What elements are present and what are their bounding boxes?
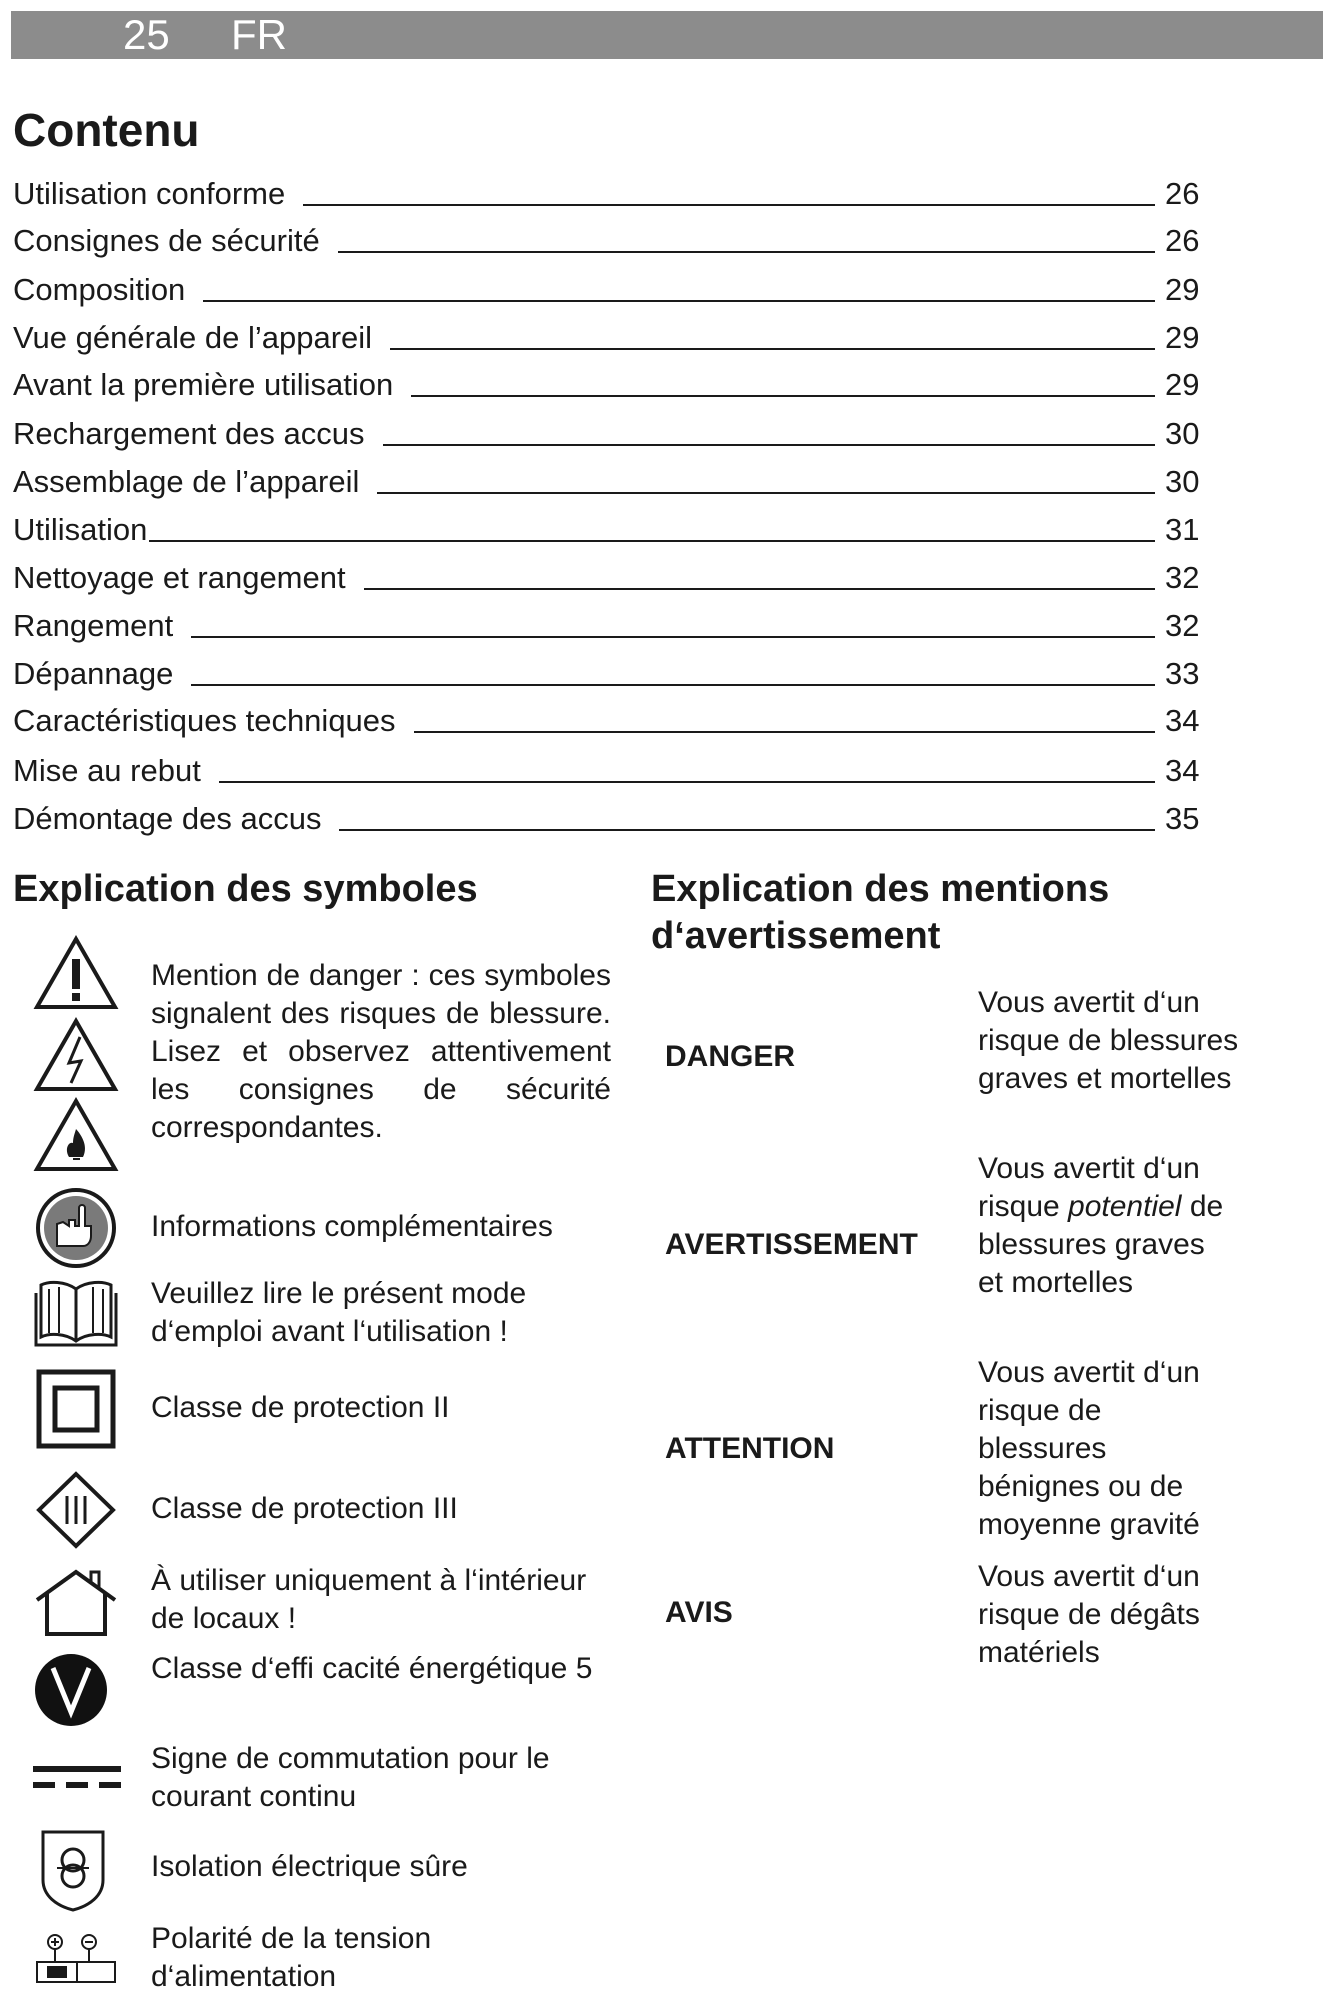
toc-leader-line <box>411 394 1155 397</box>
toc-entry <box>13 793 1213 837</box>
warning-term-avis: AVIS <box>665 1596 733 1629</box>
toc-page: 29 <box>1165 367 1200 402</box>
warning-description: Vous avertit d‘un risque de dégâts matériels <box>978 1560 1200 1669</box>
warning-term-danger: DANGER <box>665 1040 796 1073</box>
toc-leader-line <box>364 587 1155 590</box>
toc-entry <box>13 648 1213 692</box>
toc-label: Nettoyage et rangement <box>13 560 346 595</box>
toc-entry <box>13 215 1213 259</box>
toc-leader-line <box>303 203 1155 206</box>
symbol-description: Polarité de la tension d‘alimentation <box>151 1922 432 1993</box>
toc-leader-line <box>338 250 1155 253</box>
toc-leader-line <box>191 635 1155 638</box>
toc-leader-line <box>191 683 1155 686</box>
warning-description: Vous avertit d‘un risque potentiel de blessures graves et mortelles <box>978 1152 1224 1299</box>
toc-page: 31 <box>1165 512 1200 547</box>
toc-leader-line <box>339 828 1155 831</box>
toc-leader-line <box>383 443 1155 446</box>
toc-label: Composition <box>13 272 186 307</box>
symbol-description: Classe d‘effi cacité énergétique 5 <box>151 1652 593 1685</box>
toc-leader-line <box>390 347 1155 350</box>
toc-leader-line <box>149 539 1155 542</box>
toc-entry <box>13 264 1213 308</box>
symbols-title: Explication des symboles <box>13 868 478 910</box>
toc-entry <box>13 695 1213 739</box>
toc-label: Utilisation conforme <box>13 176 286 211</box>
warning-description: Vous avertit d‘un risque de blessures bénignes ou de moyenne gravité <box>978 1356 1200 1541</box>
toc-entry <box>13 600 1213 644</box>
energy-class-v-icon <box>33 1652 119 1728</box>
toc-page: 29 <box>1165 272 1200 307</box>
toc-entry <box>13 312 1213 356</box>
symbol-description: Informations complémentaires <box>151 1210 553 1243</box>
language-code: FR <box>231 11 287 58</box>
toc-label: Rangement <box>13 608 174 643</box>
toc-label: Démontage des accus <box>13 801 322 836</box>
symbol-description: Isolation électrique sûre <box>151 1850 468 1883</box>
toc-entry <box>13 504 1213 548</box>
open-book-icon <box>33 1275 119 1351</box>
page-header <box>11 11 1323 59</box>
toc-label: Assemblage de l’appareil <box>13 464 360 499</box>
symbol-description: Classe de protection II <box>151 1391 450 1424</box>
toc-label: Utilisation <box>13 512 148 547</box>
toc-entry <box>13 456 1213 500</box>
toc-label: Rechargement des accus <box>13 416 365 451</box>
toc-entry <box>13 168 1213 212</box>
toc-page: 34 <box>1165 753 1200 788</box>
toc-leader-line <box>203 299 1155 302</box>
toc-page: 35 <box>1165 801 1200 836</box>
symbol-description: Signe de commutation pour le courant continu <box>151 1742 550 1813</box>
toc-page: 32 <box>1165 560 1200 595</box>
double-square-icon <box>33 1369 119 1449</box>
pointing-hand-icon <box>33 1188 119 1268</box>
toc-entry <box>13 359 1213 403</box>
toc-entry <box>13 552 1213 596</box>
toc-entry <box>13 408 1213 452</box>
house-icon <box>33 1568 119 1638</box>
toc-label: Vue générale de l’appareil <box>13 320 373 355</box>
toc-label: Caractéristiques techniques <box>13 703 396 738</box>
toc-page: 30 <box>1165 464 1200 499</box>
toc-page: 29 <box>1165 320 1200 355</box>
toc-page: 34 <box>1165 703 1200 738</box>
toc-leader-line <box>414 730 1155 733</box>
warning-term-avertissement: AVERTISSEMENT <box>665 1228 918 1261</box>
emphasis-potentiel: potentiel <box>1068 1190 1182 1223</box>
warning-triangles-icon <box>33 935 119 1175</box>
polarity-icon <box>33 1932 119 1988</box>
symbol-description: Veuillez lire le présent mode d‘emploi avant l‘utilisation ! <box>151 1277 527 1348</box>
toc-page: 33 <box>1165 656 1200 691</box>
toc-label: Avant la première utilisation <box>13 367 394 402</box>
warnings-title-line1: Explication des mentions <box>651 868 1110 910</box>
warning-term-attention: ATTENTION <box>665 1432 835 1465</box>
symbol-description: À utiliser uniquement à l‘intérieur de locaux ! <box>151 1564 587 1635</box>
diamond-three-bars-icon <box>33 1470 119 1550</box>
contents-title: Contenu <box>13 104 200 156</box>
toc-page: 30 <box>1165 416 1200 451</box>
toc-leader-line <box>377 491 1155 494</box>
toc-page: 32 <box>1165 608 1200 643</box>
toc-page: 26 <box>1165 176 1200 211</box>
toc-page: 26 <box>1165 223 1200 258</box>
toc-entry <box>13 745 1213 789</box>
page-number: 25 <box>123 11 170 58</box>
toc-label: Consignes de sécurité <box>13 223 320 258</box>
warnings-title-line2: d‘avertissement <box>651 915 941 957</box>
direct-current-icon <box>29 1760 125 1796</box>
symbol-description: Mention de danger : ces symboles signalent des risques de blessure. Lisez et observez attentivement les consignes de sécurité correspondantes. <box>151 959 611 1144</box>
toc-label: Dépannage <box>13 656 174 691</box>
warning-description: Vous avertit d‘un risque de blessures graves et mortelles <box>978 986 1239 1095</box>
toc-label: Mise au rebut <box>13 753 201 788</box>
safety-transformer-icon <box>33 1828 119 1912</box>
symbol-description: Classe de protection III <box>151 1492 458 1525</box>
toc-leader-line <box>219 780 1155 783</box>
